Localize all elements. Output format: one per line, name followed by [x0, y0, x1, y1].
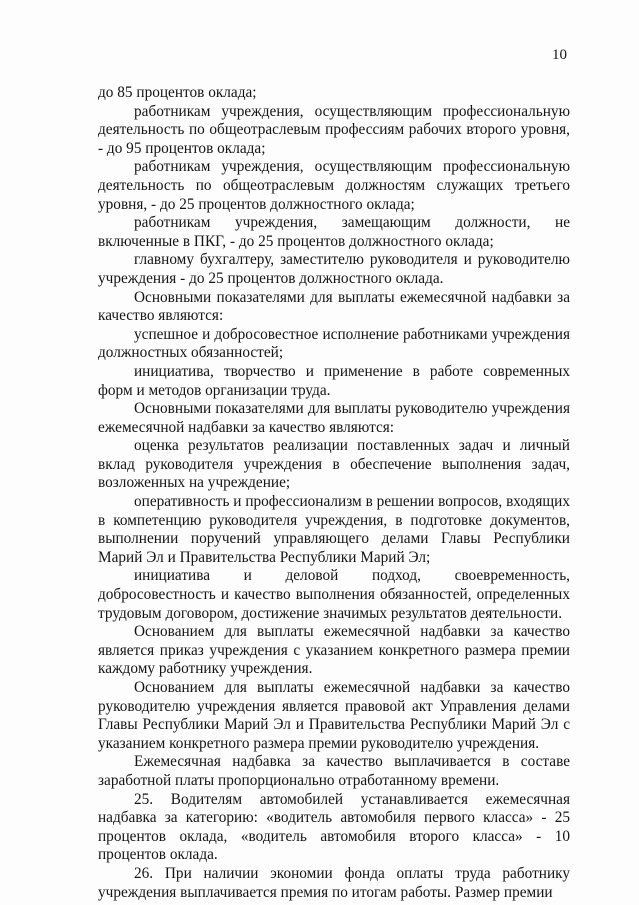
paragraph: 26. При наличии экономии фонда оплаты труда работнику учреждения выплачивается премия по итогам работы. Размер премии — [98, 864, 570, 901]
paragraph: Основанием для выплаты ежемесячной надбавки за качество руководителю учреждения является правовой акт Управления делами Главы Республики Марий Эл и Правительства Республики Марий Эл с указанием конкретного размера премии руководителю учреждения. — [98, 679, 570, 752]
paragraph: работникам учреждения, замещающим должности, не включенные в ПКГ, - до 25 процентов должностного оклада; — [98, 214, 570, 250]
paragraph: Основанием для выплаты ежемесячной надбавки за качество является приказ учреждения с указанием конкретного размера премии каждому работнику учреждения. — [98, 623, 570, 678]
paragraph: 25. Водителям автомобилей устанавливается ежемесячная надбавка за категорию: «водитель автомобиля первого класса» - 25 процентов оклада, «водитель автомобиля второго класса» - 10 процентов оклада. — [98, 790, 570, 864]
paragraph: Основными показателями для выплаты ежемесячной надбавки за качество являются: — [98, 288, 570, 325]
paragraph: инициатива и деловой подход, своевременность, добросовестность и качество выполнения обязанностей, определенных трудовым договором, достижение значимых результатов деятельности. — [98, 567, 570, 622]
paragraph: работникам учреждения, осуществляющим профессиональную деятельность по общеотраслевым должностям служащих третьего уровня, - до 25 процентов должностного оклада; — [98, 158, 570, 213]
paragraph: Основными показателями для выплаты руководителю учреждения ежемесячной надбавки за качество являются: — [98, 400, 570, 436]
paragraph: до 85 процентов оклада; — [98, 84, 257, 101]
paragraph: оценка результатов реализации поставленных задач и личный вклад руководителя учреждения в обеспечение выполнения задач, возложенных на учреждение; — [98, 437, 570, 492]
page-number: 10 — [552, 47, 567, 63]
paragraph: оперативность и профессионализм в решении вопросов, входящих в компетенцию руководителя учреждения, в подготовке документов, выполнении поручений управляющего делами Главы Республики Марий Эл и Правительства Республики Марий Эл; — [98, 493, 570, 566]
document-body — [98, 84, 570, 902]
paragraph: работникам учреждения, осуществляющим профессиональную деятельность по общеотраслевым профессиям рабочих второго уровня, - до 95 процентов оклада; — [98, 102, 570, 157]
paragraph: Ежемесячная надбавка за качество выплачивается в составе заработной платы пропорционально отработанному времени. — [98, 753, 570, 789]
paragraph: инициатива, творчество и применение в работе современных форм и методов организации труда. — [98, 362, 570, 399]
paragraph: главному бухгалтеру, заместителю руководителя и руководителю учреждения - до 25 процентов должностного оклада. — [98, 251, 570, 287]
paragraph: успешное и добросовестное исполнение работниками учреждения должностных обязанностей; — [98, 325, 570, 362]
